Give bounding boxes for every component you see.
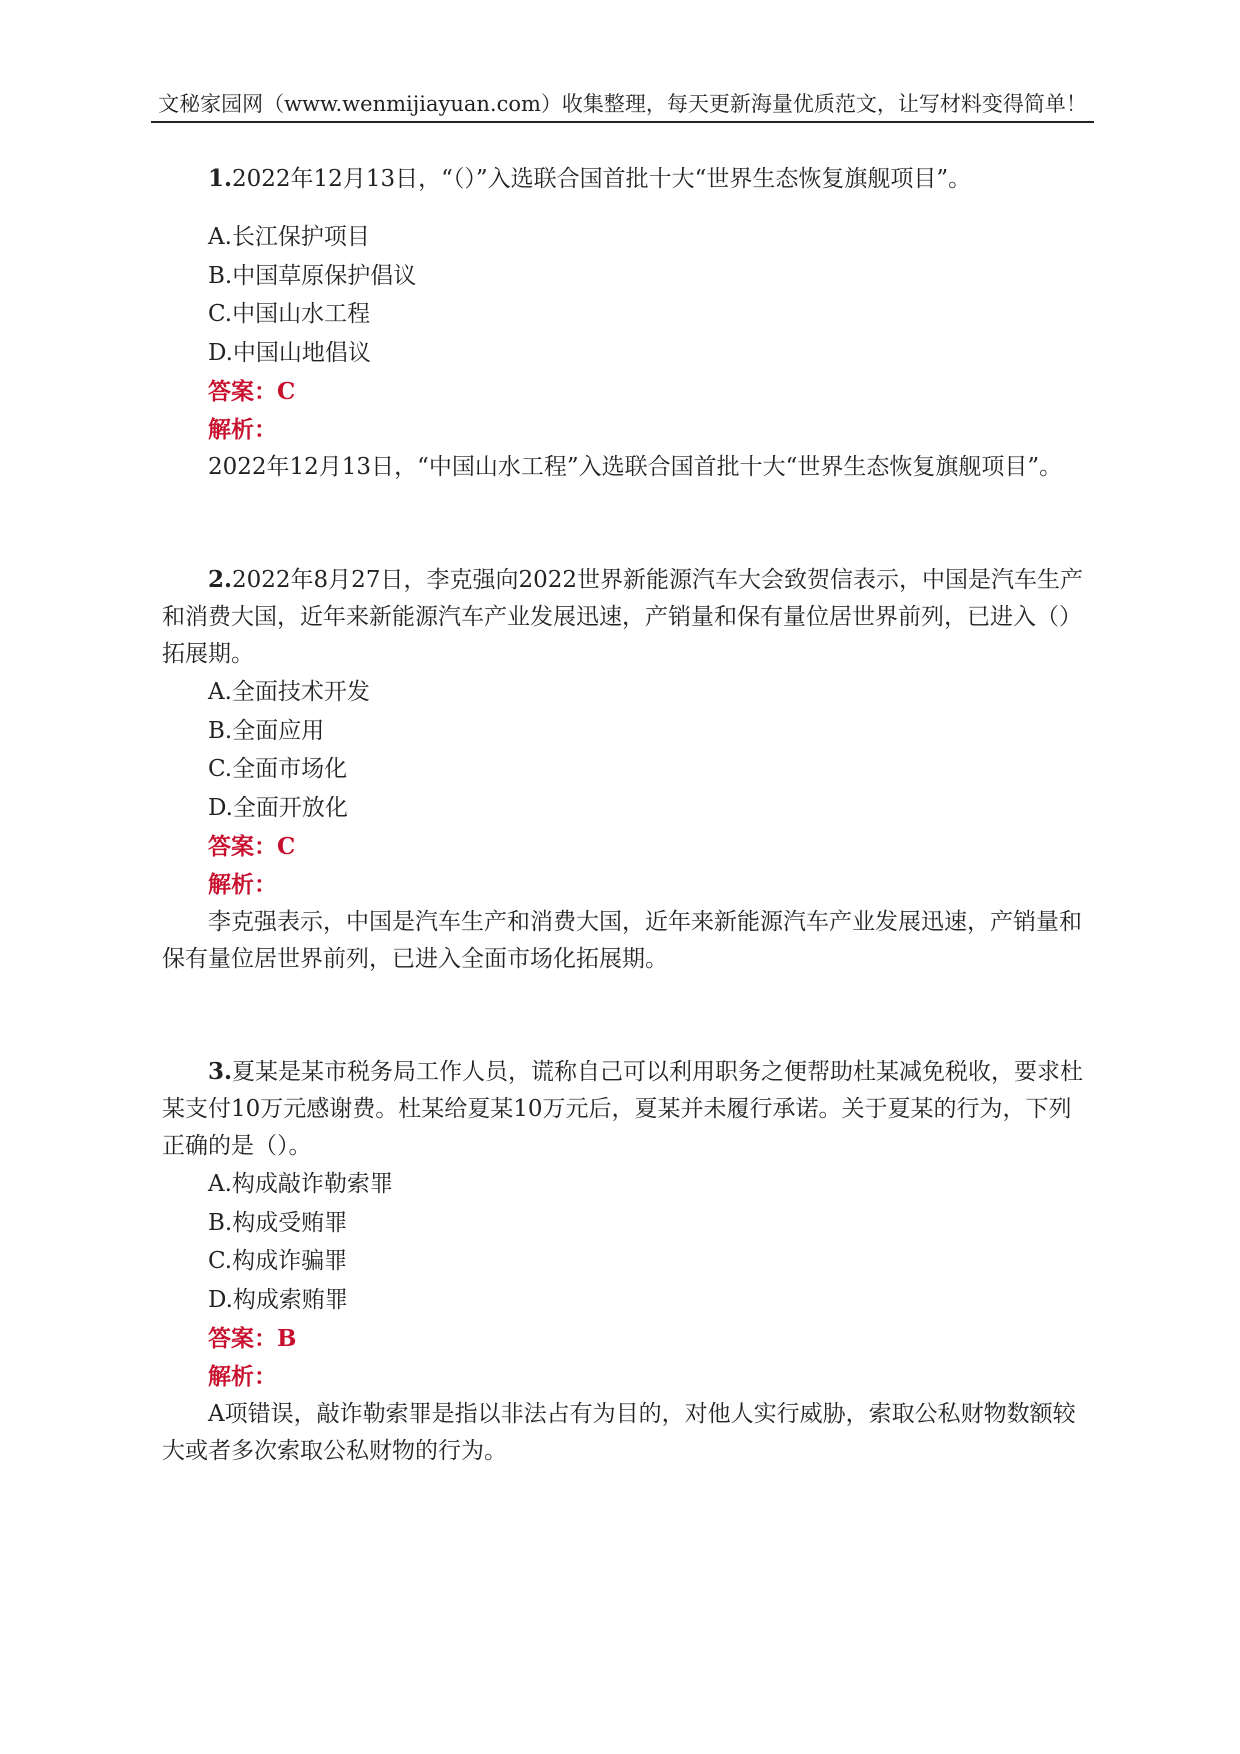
question-3: [162, 1053, 1092, 1470]
answer-label: 答案：C: [208, 378, 296, 405]
question-stem: 2022年8月27日，李克强向2022世界新能源汽车大会致贺信表示，中国是汽车生产和消费大国，近年来新能源汽车产业发展迅速，产销量和保有量位居世界前列，已进入（）拓展期。: [162, 567, 1083, 667]
page-header: 文秘家园网（www.wenmijiayuan.com）收集整理，每天更新海量优质范文，让写材料变得简单！: [151, 90, 1094, 123]
question-number: 3.: [208, 1058, 233, 1085]
question-1: [162, 160, 1092, 486]
option-d: D.构成索贿罪: [208, 1286, 348, 1313]
analysis-text: 2022年12月13日，“中国山水工程”入选联合国首批十大“世界生态恢复旗舰项目”。: [208, 454, 1063, 480]
option-c: C.中国山水工程: [208, 301, 371, 327]
option-b: B.中国草原保护倡议: [208, 262, 417, 289]
question-2: [162, 561, 1092, 978]
analysis-text: A项错误，敲诈勒索罪是指以非法占有为目的，对他人实行威胁，索取公私财物数额较大或者多次索取公私财物的行为。: [162, 1401, 1076, 1464]
option-c: C.构成诈骗罪: [208, 1248, 348, 1274]
analysis-label: 解析：: [208, 871, 277, 898]
question-text: [162, 1053, 1092, 1165]
option-a: A.全面技术开发: [208, 679, 370, 705]
option-a: A.长江保护项目: [208, 224, 370, 250]
question-number: 2.: [208, 566, 233, 593]
question-text: [162, 561, 1092, 673]
question-stem: 2022年12月13日，“（）”入选联合国首批十大“世界生态恢复旗舰项目”。: [232, 166, 972, 192]
analysis-label: 解析：: [208, 416, 277, 443]
question-number: 1.: [208, 165, 233, 192]
question-text: [162, 160, 1092, 198]
analysis-label: 解析：: [208, 1363, 277, 1390]
option-c: C.全面市场化: [208, 756, 348, 782]
document-body: [162, 160, 1092, 1470]
option-d: D.全面开放化: [208, 794, 348, 821]
option-d: D.中国山地倡议: [208, 339, 371, 366]
option-a: A.构成敲诈勒索罪: [208, 1171, 393, 1197]
option-b: B.全面应用: [208, 717, 325, 744]
analysis-text: 李克强表示，中国是汽车生产和消费大国，近年来新能源汽车产业发展迅速，产销量和保有量位居世界前列，已进入全面市场化拓展期。: [162, 909, 1082, 972]
answer-label: 答案：C: [208, 833, 296, 860]
question-stem: 夏某是某市税务局工作人员，谎称自己可以利用职务之便帮助杜某减免税收，要求杜某支付10万元感谢费。杜某给夏某10万元后，夏某并未履行承诺。关于夏某的行为，下列正确的是（）。: [162, 1059, 1084, 1159]
answer-label: 答案：B: [208, 1325, 297, 1352]
option-b: B.构成受贿罪: [208, 1209, 348, 1236]
